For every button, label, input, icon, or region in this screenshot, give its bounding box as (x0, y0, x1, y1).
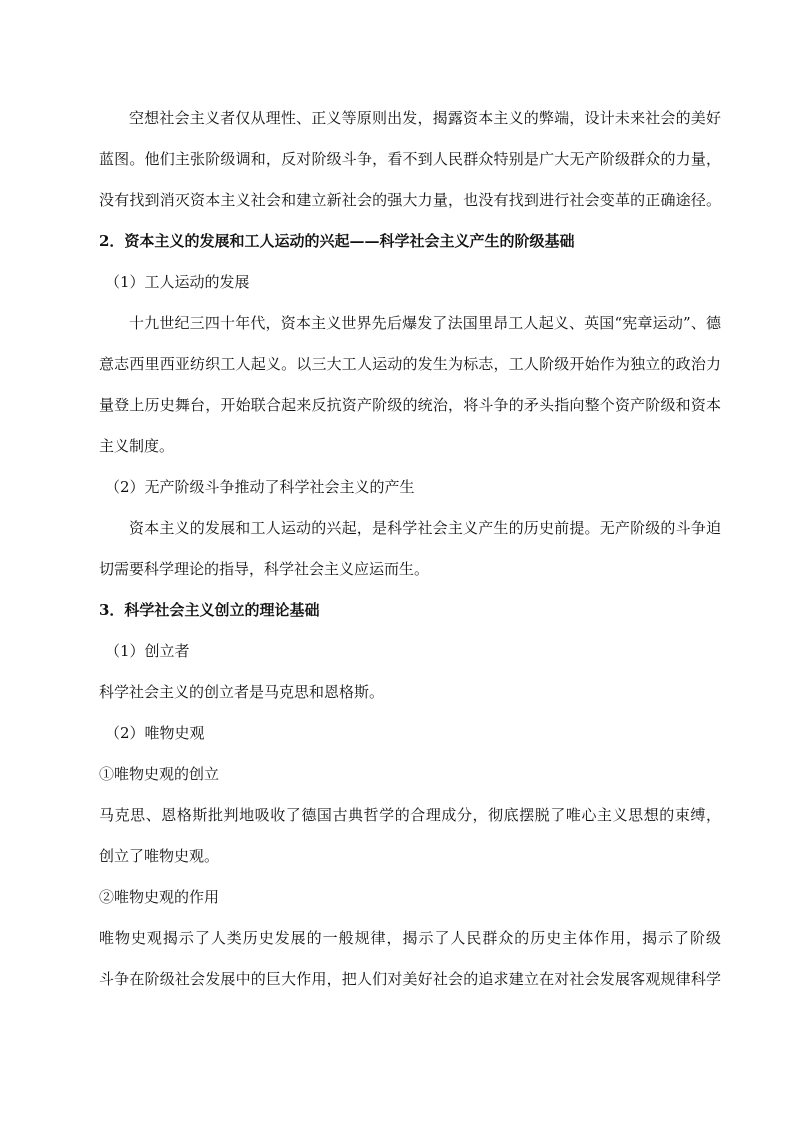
paragraph-line: 十九世纪三四十年代，资本主义世界先后爆发了法国里昂工人起义、英国“宪章运动”、德 (129, 314, 721, 332)
sub-heading: （1）工人运动的发展 (105, 273, 250, 291)
paragraph-line: 空想社会主义者仅从理性、正义等原则出发，揭露资本主义的弊端，设计未来社会的美好 (129, 109, 721, 127)
paragraph-line: 主义制度。 (99, 437, 175, 455)
section-heading: 2．资本主义的发展和工人运动的兴起——科学社会主义产生的阶级基础 (99, 232, 575, 250)
paragraph-line: 唯物史观揭示了人类历史发展的一般规律，揭示了人民群众的历史主体作用，揭示了阶级 (99, 929, 721, 947)
paragraph-line: ①唯物史观的创立 (99, 765, 220, 783)
paragraph-line: ②唯物史观的作用 (99, 888, 220, 906)
paragraph-line: 切需要科学理论的指导，科学社会主义应运而生。 (99, 560, 430, 578)
paragraph-line: 意志西里西亚纺织工人起义。以三大工人运动的发生为标志，工人阶级开始作为独立的政治力 (99, 355, 721, 373)
sub-heading: （2）唯物史观 (105, 724, 205, 742)
sub-heading: （2）无产阶级斗争推动了科学社会主义的产生 (105, 478, 415, 496)
sub-heading: （1）创立者 (105, 642, 190, 660)
paragraph-line: 蓝图。他们主张阶级调和，反对阶级斗争，看不到人民群众特别是广大无产阶级群众的力量， (99, 150, 721, 168)
paragraph-line: 斗争在阶级社会发展中的巨大作用，把人们对美好社会的追求建立在对社会发展客观规律科学 (99, 970, 721, 988)
section-heading: 3．科学社会主义创立的理论基础 (99, 601, 320, 619)
document-body (99, 98, 721, 1000)
paragraph-line: 没有找到消灭资本主义社会和建立新社会的强大力量，也没有找到进行社会变革的正确途径。 (99, 191, 721, 209)
paragraph-line: 量登上历史舞台，开始联合起来反抗资产阶级的统治，将斗争的矛头指向整个资产阶级和资本 (99, 396, 721, 414)
paragraph-line: 马克思、恩格斯批判地吸收了德国古典哲学的合理成分，彻底摆脱了唯心主义思想的束缚， (99, 806, 721, 824)
paragraph-line: 创立了唯物史观。 (99, 847, 220, 865)
paragraph-line: 科学社会主义的创立者是马克思和恩格斯。 (99, 683, 385, 701)
paragraph-line: 资本主义的发展和工人运动的兴起，是科学社会主义产生的历史前提。无产阶级的斗争迫 (129, 519, 721, 537)
